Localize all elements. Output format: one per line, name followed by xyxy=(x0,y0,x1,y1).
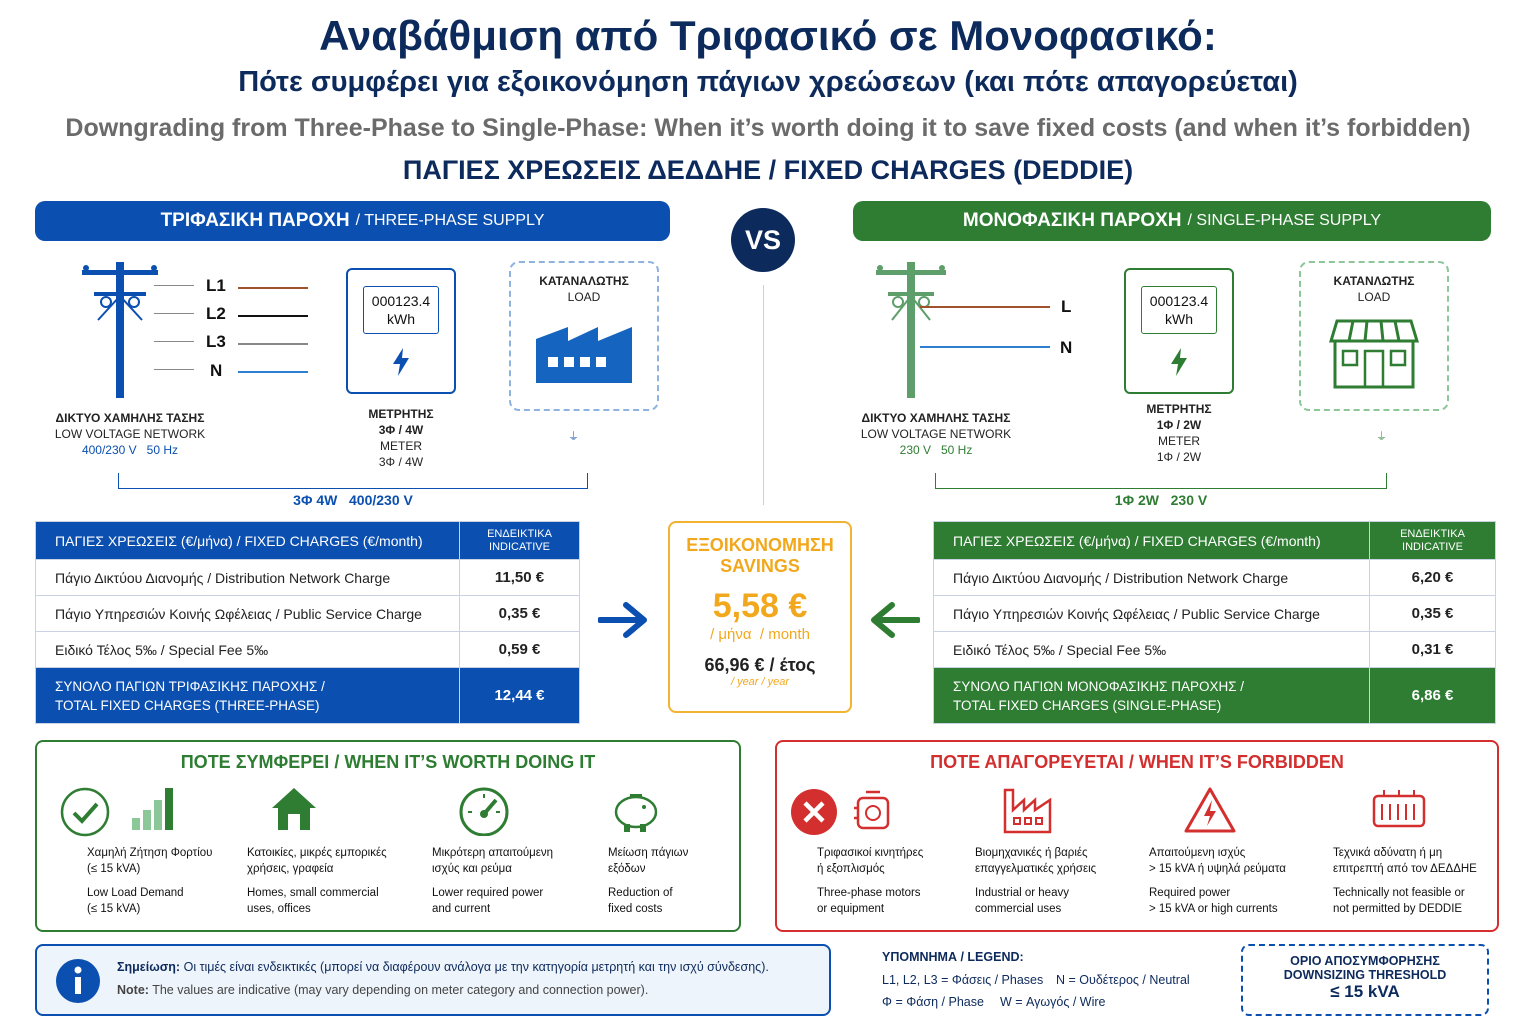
forbidden-item-en2: not permitted by DEDDIE xyxy=(1333,903,1463,915)
single-meter-type-en: 1Φ / 2W xyxy=(1156,450,1202,464)
forbidden-item-4 xyxy=(1333,845,1493,917)
table-total-label-2: TOTAL FIXED CHARGES (SINGLE-PHASE) xyxy=(953,697,1222,713)
legend-title: ΥΠΟΜΝΗΜΑ / LEGEND: xyxy=(882,950,1024,964)
speedometer-icon xyxy=(456,784,512,836)
forbidden-item-en1: Industrial or heavy xyxy=(975,887,1069,899)
table-row-label: Πάγιο Υπηρεσιών Κοινής Ωφέλειας / Public Service Charge xyxy=(36,596,460,632)
three-load-gr: ΚΑΤΑΝΑΛΩΤΗΣ xyxy=(539,274,629,288)
table-total-row xyxy=(36,668,580,724)
savings-box xyxy=(668,521,852,713)
worth-item-en1: Reduction of xyxy=(608,887,673,899)
table-row-label: Ειδικό Τέλος 5‰ / Special Fee 5‰ xyxy=(934,632,1370,668)
three-load-box xyxy=(509,261,659,411)
single-phase-table xyxy=(933,521,1496,724)
three-bracket-label: 3Φ 4W 400/230 V xyxy=(293,492,413,508)
three-meter-box xyxy=(346,268,456,394)
table-row xyxy=(934,560,1496,596)
table-header-value: ΕΝΔΕΙΚΤΙΚΑ INDICATIVE xyxy=(1370,522,1496,560)
single-meter-label-en: METER xyxy=(1158,434,1200,448)
table-header-row xyxy=(934,522,1496,560)
worth-item-gr1: Κατοικίες, μικρές εμπορικές xyxy=(247,847,387,859)
worth-item-gr2: εξόδων xyxy=(608,863,646,875)
worth-title-gr: ΠΟΤΕ ΣΥΜΦΕΡΕΙ xyxy=(180,752,330,772)
note-en-text: The values are indicative (may vary depending on meter category and connection power). xyxy=(152,983,649,997)
bar-chart-icon xyxy=(130,786,174,832)
wire-label-n: N xyxy=(1060,338,1073,357)
forbidden-item-gr2: ή εξοπλισμός xyxy=(817,863,885,875)
table-header-value: ΕΝΔΕΙΚΤΙΚΑ INDICATIVE xyxy=(460,522,580,560)
forbidden-item-3 xyxy=(1149,845,1319,917)
threshold-box xyxy=(1241,944,1489,1016)
table-row xyxy=(36,632,580,668)
worth-title-en: / WHEN IT’S WORTH DOING IT xyxy=(334,752,596,772)
worth-item-en1: Low Load Demand xyxy=(87,887,184,899)
forbidden-item-en1: Three-phase motors xyxy=(817,887,921,899)
legend-neutral: N = Ουδέτερος / Neutral xyxy=(1056,973,1190,987)
arrow-right-icon xyxy=(598,600,650,640)
table-total-value: 12,44 € xyxy=(460,668,580,724)
three-meter-label-en: METER xyxy=(380,439,422,453)
table-row-label: Πάγιο Δικτύου Διανομής / Distribution Network Charge xyxy=(36,560,460,596)
single-load-en: LOAD xyxy=(1357,290,1391,304)
utility-pole-icon xyxy=(870,258,960,400)
table-row xyxy=(934,632,1496,668)
table-row-label: Πάγιο Υπηρεσιών Κοινής Ωφέλειας / Public Service Charge xyxy=(934,596,1370,632)
single-meter-box xyxy=(1124,268,1234,394)
forbidden-item-gr2: > 15 kVA ή υψηλά ρεύματα xyxy=(1149,863,1286,875)
three-network-spec: 400/230 V 50 Hz xyxy=(81,443,179,457)
three-network-en: LOW VOLTAGE NETWORK xyxy=(54,427,206,441)
single-network-gr: ΔΙΚΤΥΟ ΧΑΜΗΛΗΣ ΤΑΣΗΣ xyxy=(861,411,1011,425)
center-divider xyxy=(763,285,764,505)
single-phase-banner xyxy=(853,201,1491,241)
wire-label-l1: L1 xyxy=(206,276,226,295)
table-row-value: 0,35 € xyxy=(460,596,580,632)
savings-monthly-unit: / μήνα / month xyxy=(710,626,810,643)
three-meter-type-en: 3Φ / 4W xyxy=(378,455,424,469)
worth-item-4 xyxy=(608,845,733,917)
table-header-label: ΠΑΓΙΕΣ ΧΡΕΩΣΕΙΣ (€/μήνα) / FIXED CHARGES (€/month) xyxy=(934,522,1370,560)
table-row-value: 0,35 € xyxy=(1370,596,1496,632)
table-row xyxy=(36,560,580,596)
forbidden-item-gr1: Τεχνικά αδύνατη ή μη xyxy=(1333,847,1443,859)
forbidden-item-gr2: επαγγελματικές χρήσεις xyxy=(975,863,1097,875)
single-bracket xyxy=(935,473,1387,489)
worth-item-en2: uses, offices xyxy=(247,903,311,915)
utility-pole-icon xyxy=(76,258,166,400)
table-total-label-1: ΣΥΝΟΛΟ ΠΑΓΙΩΝ ΜΟΝΟΦΑΣΙΚΗΣ ΠΑΡΟΧΗΣ / xyxy=(953,678,1245,694)
worth-item-gr1: Μικρότερη απαιτούμενη xyxy=(432,847,554,859)
threshold-value: ≤ 15 kVA xyxy=(1330,982,1400,1001)
forbidden-item-gr1: Απαιτούμενη ισχύς xyxy=(1149,847,1246,859)
three-phase-table xyxy=(35,521,580,724)
three-phase-banner-gr: ΤΡΙΦΑΣΙΚΗ ΠΑΡΟΧΗ xyxy=(160,210,350,231)
table-total-value: 6,86 € xyxy=(1370,668,1496,724)
vs-badge: VS xyxy=(731,208,795,272)
forbidden-item-gr2: επιτρεπτή από τον ΔΕΔΔΗΕ xyxy=(1333,863,1477,875)
page-subtitle: Πότε συμφέρει για εξοικονόμηση πάγιων χρεώσεων (και πότε απαγορεύεται) xyxy=(238,66,1298,98)
forbidden-item-en2: commercial uses xyxy=(975,903,1062,915)
single-meter-type-gr: 1Φ / 2W xyxy=(1156,418,1202,432)
single-network-en: LOW VOLTAGE NETWORK xyxy=(860,427,1012,441)
worth-item-gr2: ισχύς και ρεύμα xyxy=(432,863,512,875)
forbidden-item-gr1: Τριφασικοί κινητήρες xyxy=(817,847,924,859)
high-voltage-warning-icon xyxy=(1183,786,1237,834)
single-bracket-label: 1Φ 2W 230 V xyxy=(1114,492,1208,508)
table-header-row xyxy=(36,522,580,560)
three-phase-banner-en: / THREE-PHASE SUPPLY xyxy=(355,212,545,229)
wire-l3 xyxy=(238,343,308,345)
savings-title-en: SAVINGS xyxy=(720,556,800,576)
page-subtitle-en: Downgrading from Three-Phase to Single-Phase: When it’s worth doing it to save fixed costs (and when it’s forbidden) xyxy=(65,114,1471,142)
single-load-gr: ΚΑΤΑΝΛΩΤΗΣ xyxy=(1333,274,1415,288)
table-row-value: 11,50 € xyxy=(460,560,580,596)
wire-label-l2: L2 xyxy=(206,304,226,323)
wire-label-n: N xyxy=(210,361,223,380)
savings-title-gr: ΕΞΟΙΚΟΝΟΜΗΣΗ xyxy=(686,535,834,555)
wire-l xyxy=(920,306,1050,308)
three-load-en: LOAD xyxy=(567,290,601,304)
single-meter-display xyxy=(1141,286,1217,334)
table-row-label: Πάγιο Δικτύου Διανομής / Distribution Network Charge xyxy=(934,560,1370,596)
lightning-icon xyxy=(391,348,411,376)
motor-icon xyxy=(852,788,894,834)
three-meter-value: 000123.4 xyxy=(371,293,431,309)
single-load-box xyxy=(1299,261,1449,411)
three-meter-unit: kWh xyxy=(387,311,415,327)
legend-phase: Φ = Φάση / Phase xyxy=(882,995,984,1009)
table-total-label xyxy=(36,668,460,724)
table-row-value: 6,20 € xyxy=(1370,560,1496,596)
wire-l2 xyxy=(238,315,308,317)
shop-icon xyxy=(1329,317,1419,391)
savings-yearly: 66,96 € / έτος xyxy=(704,655,816,675)
table-total-label-1: ΣΥΝΟΛΟ ΠΑΓΙΩΝ ΤΡΙΦΑΣΙΚΗΣ ΠΑΡΟΧΗΣ / xyxy=(55,678,325,694)
worth-item-en2: (≤ 15 kVA) xyxy=(87,903,141,915)
forbidden-item-1 xyxy=(817,845,967,917)
note-gr-text: Οι τιμές είναι ενδεικτικές (μπορεί να διαφέρουν ανάλογα με την κατηγορία μετρητή και την ισχύ σύνδεσης). xyxy=(183,960,769,974)
note-en-label: Note: xyxy=(117,983,149,997)
table-row-value: 0,59 € xyxy=(460,632,580,668)
wire-n xyxy=(238,371,308,373)
note-box xyxy=(35,944,831,1016)
piggy-bank-icon xyxy=(608,788,664,834)
worth-item-3 xyxy=(432,845,597,917)
savings-monthly: 5,58 € xyxy=(712,587,808,625)
single-meter-value: 000123.4 xyxy=(1149,293,1209,309)
forbidden-item-en2: or equipment xyxy=(817,903,885,915)
forbidden-item-en1: Required power xyxy=(1149,887,1231,899)
legend-phases: L1, L2, L3 = Φάσεις / Phases xyxy=(882,973,1044,987)
wire-label-l: L xyxy=(1061,297,1072,316)
info-icon xyxy=(55,958,101,1004)
forbidden-item-en2: > 15 kVA or high currents xyxy=(1149,903,1278,915)
ground-icon: ⏚ xyxy=(1376,431,1387,443)
industrial-building-icon xyxy=(1002,786,1054,834)
wire-n xyxy=(920,346,1050,348)
three-meter-display xyxy=(363,286,439,334)
forbidden-x-icon xyxy=(789,787,839,837)
three-phase-banner xyxy=(35,201,670,241)
worth-item-en1: Lower required power xyxy=(432,887,544,899)
table-total-row xyxy=(934,668,1496,724)
worth-item-2 xyxy=(247,845,422,917)
table-header-label: ΠΑΓΙΕΣ ΧΡΕΩΣΕΙΣ (€/μήνα) / FIXED CHARGES (€/month) xyxy=(36,522,460,560)
worth-item-en1: Homes, small commercial xyxy=(247,887,379,899)
three-bracket xyxy=(118,473,588,489)
table-total-label-2: TOTAL FIXED CHARGES (THREE-PHASE) xyxy=(55,697,320,713)
worth-item-gr2: χρήσεις, γραφεία xyxy=(247,863,334,875)
forbidden-item-gr1: Βιομηχανικές ή βαριές xyxy=(975,847,1088,859)
worth-item-en2: and current xyxy=(432,903,491,915)
lightning-icon xyxy=(1169,348,1189,376)
wire-label-l3: L3 xyxy=(206,332,226,351)
table-row-label: Ειδικό Τέλος 5‰ / Special Fee 5‰ xyxy=(36,632,460,668)
forbidden-item-2 xyxy=(975,845,1135,917)
single-network-label xyxy=(846,410,1026,458)
worth-item-1 xyxy=(87,845,247,917)
table-row xyxy=(934,596,1496,632)
worth-item-gr1: Χαμηλή Ζήτηση Φορτίου xyxy=(87,847,213,859)
threshold-gr: ΟΡΙΟ ΑΠΟΣΥΜΦΟΡΗΣΗΣ xyxy=(1290,954,1440,968)
page-title: Αναβάθμιση από Τριφασικό σε Μονοφασικό: xyxy=(319,12,1217,59)
savings-yearly-unit: / year / year xyxy=(730,676,790,688)
ground-icon: ⏚ xyxy=(568,431,579,443)
three-meter-labels xyxy=(342,406,460,470)
table-row xyxy=(36,596,580,632)
worth-item-en2: fixed costs xyxy=(608,903,663,915)
worth-title xyxy=(37,752,739,773)
single-meter-label-gr: ΜΕΤΡΗΤΗΣ xyxy=(1146,402,1212,416)
threshold-en: DOWNSIZING THRESHOLD xyxy=(1283,968,1447,982)
note-en xyxy=(117,983,823,997)
wire-l1 xyxy=(238,287,308,289)
forbidden-item-en1: Technically not feasible or xyxy=(1333,887,1465,899)
transformer-icon xyxy=(1368,786,1430,834)
three-network-gr: ΔΙΚΤΥΟ ΧΑΜΗΛΗΣ ΤΑΣΗΣ xyxy=(55,411,205,425)
single-phase-banner-gr: ΜΟΝΟΦΑΣΙΚΗ ΠΑΡΟΧΗ xyxy=(962,210,1182,231)
single-meter-unit: kWh xyxy=(1165,311,1193,327)
house-icon xyxy=(268,784,320,834)
three-network-label xyxy=(40,410,220,458)
note-gr-label: Σημείωση: xyxy=(117,960,181,974)
three-meter-type-gr: 3Φ / 4W xyxy=(378,423,424,437)
arrow-left-icon xyxy=(868,600,920,640)
single-meter-labels xyxy=(1120,401,1238,465)
legend-wire: W = Αγωγός / Wire xyxy=(1000,995,1106,1009)
table-total-label xyxy=(934,668,1370,724)
single-network-spec: 230 V 50 Hz xyxy=(899,443,973,457)
worth-item-gr2: (≤ 15 kVA) xyxy=(87,863,141,875)
three-meter-label-gr: ΜΕΤΡΗΤΗΣ xyxy=(368,407,434,421)
forbidden-title: ΠΟΤΕ ΑΠΑΓΟΡΕΥΕΤΑΙ / WHEN IT’S FORBIDDEN xyxy=(930,752,1344,772)
section-title: ΠΑΓΙΕΣ ΧΡΕΩΣΕΙΣ ΔΕΔΔΗΕ / FIXED CHARGES (DEDDIE) xyxy=(402,155,1134,185)
checkmark-icon xyxy=(59,786,111,838)
factory-icon xyxy=(534,323,634,383)
single-phase-banner-en: / SINGLE-PHASE SUPPLY xyxy=(1187,212,1382,229)
note-gr xyxy=(117,960,823,974)
worth-item-gr1: Μείωση πάγιων xyxy=(608,847,689,859)
table-row-value: 0,31 € xyxy=(1370,632,1496,668)
